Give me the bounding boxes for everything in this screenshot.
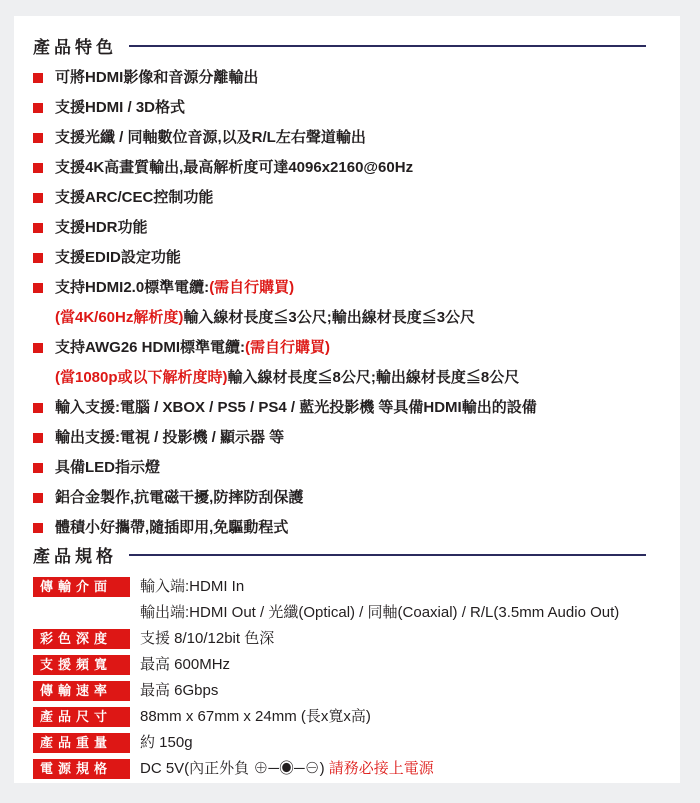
feature-list	[33, 63, 646, 543]
spec-value-line	[140, 678, 218, 704]
bullet-square-icon	[33, 73, 43, 83]
spec-text: 最高 600MHz	[140, 656, 231, 673]
spec-text: 輸入端:HDMI In	[140, 578, 245, 595]
bullet-square-icon	[33, 523, 43, 533]
product-sheet-card	[14, 16, 680, 783]
feature-item	[33, 213, 646, 243]
feature-item	[33, 273, 646, 333]
feature-text: 支援HDR功能	[55, 219, 148, 236]
spec-row	[33, 626, 646, 652]
spec-value	[140, 626, 274, 652]
spec-value-line	[140, 652, 230, 678]
spec-value	[140, 652, 230, 678]
spec-row	[33, 704, 646, 730]
spec-red-text: 請務必接上電源	[328, 760, 434, 777]
spec-label: 傳輸速率	[33, 681, 130, 701]
feature-item	[33, 333, 646, 393]
spec-value	[140, 574, 619, 626]
feature-line	[55, 333, 646, 363]
feature-text: 支援ARC/CEC控制功能	[55, 189, 214, 206]
feature-item	[33, 183, 646, 213]
feature-line	[55, 63, 646, 93]
feature-text: 具備LED指示燈	[55, 459, 161, 476]
bullet-square-icon	[33, 493, 43, 503]
feature-text: 支援HDMI / 3D格式	[55, 99, 186, 116]
spec-text: 88mm x 67mm x 24mm (長x寬x高)	[140, 708, 371, 725]
spec-value-line	[140, 704, 371, 730]
bullet-square-icon	[33, 463, 43, 473]
feature-red-text: (當4K/60Hz解析度)	[55, 309, 184, 326]
feature-red-text: (需自行購買)	[245, 339, 331, 356]
spec-label: 電源規格	[33, 759, 130, 779]
bullet-square-icon	[33, 283, 43, 293]
feature-text: 支持AWG26 HDMI標準電纜:	[55, 339, 246, 356]
specs-title-rule	[129, 554, 646, 556]
feature-item	[33, 153, 646, 183]
feature-line	[55, 153, 646, 183]
feature-text: 可將HDMI影像和音源分離輸出	[55, 69, 259, 86]
feature-item	[33, 63, 646, 93]
feature-line	[55, 93, 646, 123]
bullet-square-icon	[33, 193, 43, 203]
specs-section-head	[33, 543, 646, 565]
feature-red-text: (需自行購買)	[209, 279, 295, 296]
features-section-title: 產品特色	[33, 37, 117, 57]
features-section-head	[33, 34, 646, 56]
spec-value-line	[140, 600, 619, 626]
feature-line	[55, 483, 646, 513]
feature-line	[55, 213, 646, 243]
spec-value-line	[140, 756, 434, 782]
specs-section-title: 產品規格	[33, 546, 117, 566]
feature-item	[33, 483, 646, 513]
feature-text: 體積小好攜帶,隨插即用,免驅動程式	[55, 519, 289, 536]
spec-value	[140, 756, 434, 782]
feature-text: 輸入線材長度≦8公尺;輸出線材長度≦8公尺	[227, 369, 520, 386]
feature-line	[55, 393, 646, 423]
spec-text: DC 5V(內正外負 ⊕─◉─⊖)	[140, 760, 329, 777]
spec-label: 產品尺寸	[33, 707, 130, 727]
feature-line	[55, 183, 646, 213]
spec-label: 傳輸介面	[33, 577, 130, 597]
feature-text: 輸出支援:電視 / 投影機 / 顯示器 等	[55, 429, 285, 446]
feature-text: 支援4K高畫質輸出,最高解析度可達4096x2160@60Hz	[55, 159, 414, 176]
feature-text: 輸入支援:電腦 / XBOX / PS5 / PS4 / 藍光投影機 等具備HDMI輸出的設備	[55, 399, 537, 416]
bullet-square-icon	[33, 163, 43, 173]
spec-label: 彩色深度	[33, 629, 130, 649]
bullet-square-icon	[33, 253, 43, 263]
spec-value-line	[140, 626, 274, 652]
spec-text: 支援 8/10/12bit 色深	[140, 630, 275, 647]
spec-label: 支援頻寬	[33, 655, 130, 675]
bullet-square-icon	[33, 433, 43, 443]
spec-value-line	[140, 730, 193, 756]
feature-line	[55, 513, 646, 543]
spec-row	[33, 574, 646, 626]
feature-text: 支援EDID設定功能	[55, 249, 181, 266]
feature-line	[55, 273, 646, 303]
features-title-rule	[129, 45, 646, 47]
bullet-square-icon	[33, 343, 43, 353]
spec-row	[33, 678, 646, 704]
bullet-square-icon	[33, 223, 43, 233]
feature-continuation-line	[55, 363, 646, 393]
bullet-square-icon	[33, 133, 43, 143]
feature-line	[55, 243, 646, 273]
spec-text: 輸出端:HDMI Out / 光纖(Optical) / 同軸(Coaxial) / R/L(3.5mm Audio Out)	[140, 604, 620, 621]
spec-value	[140, 730, 193, 756]
spec-row	[33, 756, 646, 782]
spec-text: 約 150g	[140, 734, 193, 751]
feature-line	[55, 453, 646, 483]
spec-value	[140, 704, 371, 730]
spec-value	[140, 678, 218, 704]
spec-row	[33, 730, 646, 756]
feature-text: 輸入線材長度≦3公尺;輸出線材長度≦3公尺	[183, 309, 476, 326]
feature-item	[33, 513, 646, 543]
bullet-square-icon	[33, 403, 43, 413]
feature-item	[33, 93, 646, 123]
feature-item	[33, 243, 646, 273]
feature-item	[33, 123, 646, 153]
spec-table	[33, 574, 646, 782]
feature-text: 鋁合金製作,抗電磁干擾,防摔防刮保護	[55, 489, 304, 506]
feature-item	[33, 423, 646, 453]
spec-text: 最高 6Gbps	[140, 682, 219, 699]
feature-item	[33, 453, 646, 483]
feature-text: 支持HDMI2.0標準電纜:	[55, 279, 210, 296]
feature-continuation-line	[55, 303, 646, 333]
spec-label: 產品重量	[33, 733, 130, 753]
spec-row	[33, 652, 646, 678]
spec-value-line	[140, 574, 619, 600]
bullet-square-icon	[33, 103, 43, 113]
feature-item	[33, 393, 646, 423]
feature-text: 支援光纖 / 同軸數位音源,以及R/L左右聲道輸出	[55, 129, 366, 146]
feature-line	[55, 423, 646, 453]
feature-line	[55, 123, 646, 153]
feature-red-text: (當1080p或以下解析度時)	[55, 369, 228, 386]
